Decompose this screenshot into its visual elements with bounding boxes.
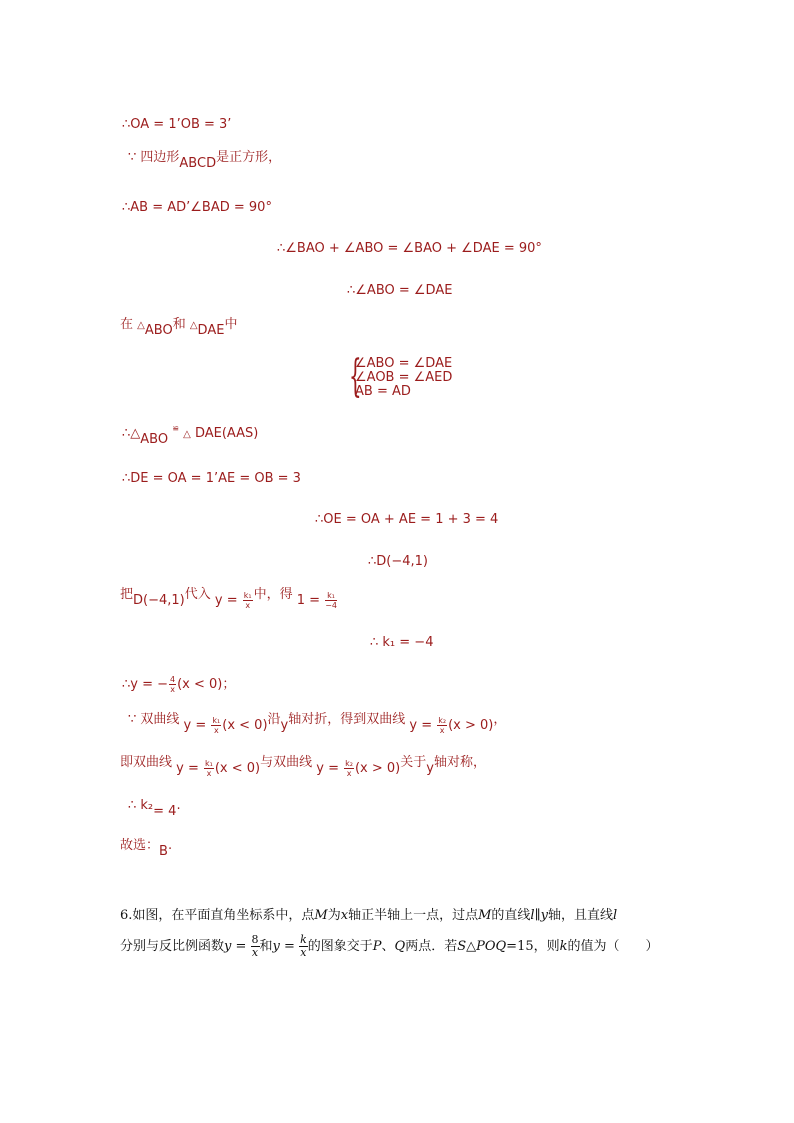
line-k2 [128, 798, 181, 819]
equation-system [349, 351, 469, 403]
function-y: y = $\frac{\text{k₁}}{x}$ [214, 591, 252, 610]
text: (x < 0) [177, 677, 223, 692]
text: 关于 [400, 755, 427, 770]
system-row: ∠ABO = ∠DAE [355, 356, 453, 371]
line-d-coord: ∴D(−4,1) [368, 554, 428, 569]
fraction-k1-x: $\frac{\text{k₁}}{x}$ [205, 759, 213, 778]
system-row: AB = AD [355, 384, 411, 399]
text: 即双曲线 [120, 755, 173, 770]
line-k1: ∴ k₁ = −4 [370, 635, 434, 650]
point-d: D(−4,1) [133, 593, 185, 608]
triangle-dae: DAE [197, 323, 225, 338]
triangle-abo: ABO [144, 323, 173, 338]
line-answer [120, 838, 173, 859]
line-congruent [122, 424, 259, 447]
k2-value: = 4 [153, 804, 177, 819]
line-in-triangles [120, 317, 238, 338]
text: 轴对称， [433, 755, 486, 770]
text: ∴y = − [122, 677, 169, 692]
line-oe: ∴OE = OA + AE = 1 + 3 = 4 [315, 512, 499, 527]
text: ∵ 四边形 [128, 150, 180, 165]
line-symmetric [120, 753, 486, 778]
text: 与双曲线 [260, 755, 313, 770]
text: 轴对折，得到双曲线 [288, 712, 406, 727]
area-symbol: S△POQ [457, 939, 507, 954]
line-substitute [120, 585, 338, 610]
text: 代入 [184, 587, 211, 602]
triangle-symbol: △ [137, 320, 145, 331]
triangle-abo: ABO [140, 432, 169, 447]
text: 中，得 [253, 587, 293, 602]
text: . [176, 798, 181, 813]
fraction-k-x: $\frac{k}{x}$ [300, 933, 307, 959]
triangle-symbol: △ [183, 429, 191, 440]
system-row: ∠AOB = ∠AED [355, 370, 453, 385]
fraction-k1-neg4: $\frac{\text{k₁}}{-4}$ [325, 591, 337, 610]
text: 沿 [267, 712, 281, 727]
fraction-k2-x: $\frac{\text{k₂}}{x}$ [345, 759, 353, 778]
question-line-2: 分别与反比例函数y = $\frac{8}{x}$ 和y = $\frac{k}{x}$ 的图象交于P、Q两点．若S△POQ=15，则k的值为（ ） [120, 933, 659, 959]
text: . [167, 838, 173, 853]
congruent-symbol: ≌ [172, 424, 179, 433]
text: 故选： [120, 838, 160, 853]
line-y-neg4x [122, 675, 235, 694]
function-y-k2: y = $\frac{\text{k₂}}{x}$ (x > 0) [316, 759, 401, 778]
line-square [128, 150, 282, 171]
text: ∴ k₂ [128, 798, 154, 813]
function-y-k1: y = $\frac{\text{k₁}}{x}$ (x < 0) [183, 716, 268, 735]
var-y: y [426, 761, 434, 776]
answer-choice: B [159, 844, 168, 859]
fraction-k1-x: $\frac{\text{k₁}}{x}$ [212, 716, 221, 735]
text: 和 [172, 317, 186, 332]
line-angle-sum: ∴∠BAO + ∠ABO = ∠BAO + ∠DAE = 90° [277, 241, 542, 256]
fraction-k1-x: $\frac{\text{k₁}}{x}$ [243, 591, 252, 610]
line-angle-equal: ∴∠ABO = ∠DAE [347, 283, 453, 298]
function-y-k2: y = $\frac{\text{k₂}}{x}$ (x > 0) [409, 716, 494, 735]
text: ； [222, 677, 236, 692]
text: 在 [120, 317, 134, 332]
triangle-symbol: △ [189, 320, 198, 331]
fraction-k2-x: $\frac{\text{k₂}}{x}$ [438, 716, 447, 735]
brace-symbol: { [349, 351, 362, 402]
function-y-k1: y = $\frac{\text{k₁}}{x}$ (x < 0) [176, 759, 261, 778]
line-de-ae: ∴DE = OA = 1’AE = OB = 3 [122, 471, 301, 486]
equation-1: 1 = $\frac{\text{k₁}}{-4}$ [296, 591, 337, 610]
text: 把 [120, 587, 134, 602]
text: ∵ 双曲线 [128, 712, 180, 727]
fraction-4-x: $\frac{4}{x}$ [170, 675, 176, 694]
var-y: y [280, 718, 289, 733]
text: ∴△ [122, 426, 141, 441]
text: DAE(AAS) [194, 426, 259, 441]
text: 是正方形， [216, 150, 282, 165]
line-oa-ob: ∴OA = 1’OB = 3’ [122, 117, 232, 132]
line-fold [128, 710, 507, 735]
text: 中 [224, 317, 238, 332]
fraction-8-x: $\frac{8}{x}$ [251, 933, 259, 959]
question-line-1: 6.如图，在平面直角坐标系中，点M为x轴正半轴上一点，过点M的直线l∥y轴，且直线l [120, 908, 618, 923]
text: ， [493, 712, 507, 727]
subscript-abcd: ABCD [179, 156, 217, 171]
line-ab-ad: ∴AB = AD’∠BAD = 90° [122, 200, 272, 215]
